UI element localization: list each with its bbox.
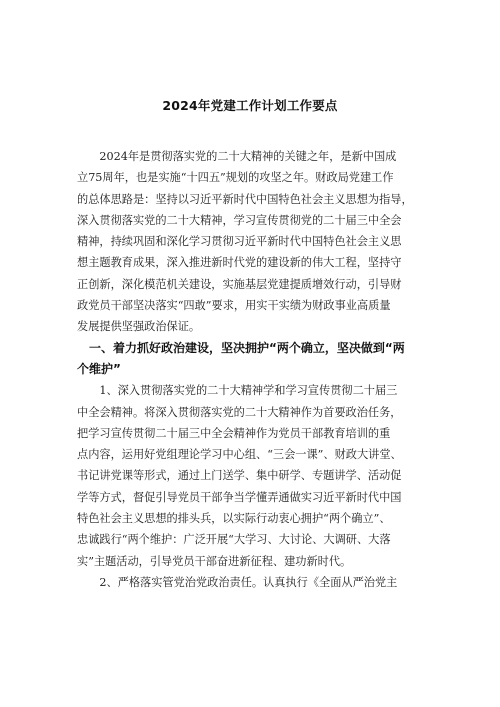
text-line: 2、严格落实管党治党政治责任。认真执行《全面从严治党主 <box>77 575 398 589</box>
text-line: 想主题教育成果，深入推进新时代党的建设新的伟大工程，坚持守 <box>77 256 402 270</box>
text-line: 中全会精神。将深入贯彻落实党的二十大精神作为首要政治任务， <box>77 405 402 419</box>
text-line: 2024年是贯彻落实党的二十大精神的关键之年，是新中国成 <box>77 150 397 163</box>
text-line: 精神，持续巩固和深化学习贯彻习近平新时代中国特色社会主义思 <box>77 235 402 249</box>
text-line: 立75周年，也是实施“十四五”规划的攻坚之年。财政局党建工作 <box>77 171 394 185</box>
text-line: 特色社会主义思想的排头兵，以实际行动衷心拥护“两个确立”、 <box>77 512 391 526</box>
section-heading-line: 一、着力抓好政治建设，坚决拥护“两个确立，坚决做到“两 <box>77 340 405 355</box>
text-line: 实”主题活动，引导党员干部奋进新征程、建功新时代。 <box>77 554 352 568</box>
text-line: 1、深入贯彻落实党的二十大精神学和学习宣传贯彻二十届三 <box>77 384 398 398</box>
text-line: 忠诚践行“两个维护：广泛开展“大学习、大讨论、大调研、大落 <box>77 533 391 547</box>
text-line: 深入贯彻落实党的二十大精神，学习宣传贯彻党的二十届三中全会 <box>77 213 402 227</box>
text-line: 发展提供坚强政治保证。 <box>77 320 201 334</box>
text-line: 政党员干部坚决落实“四敢”要求，用实干实绩为财政事业高质量 <box>77 299 391 313</box>
text-line: 书记讲党课等形式，通过上门送学、集中研学、专题讲学、活动促 <box>77 469 402 483</box>
document-body <box>77 146 427 593</box>
section-heading-line: 个维护” <box>77 361 121 376</box>
text-line: 把学习宣传贯彻二十届三中全会精神作为党员干部教育培训的重 <box>77 426 391 440</box>
text-line: 正创新，深化模范机关建设，实施基层党建提质增效行动，引导财 <box>77 277 402 291</box>
text-line: 学等方式，督促引导党员干部争当学懂弄通做实习近平新时代中国 <box>77 490 402 504</box>
text-line: 点内容，运用好党组理论学习中心组、“三会一课”、财政大讲堂、 <box>77 448 402 462</box>
document-title: 2024年党建工作计划工作要点 <box>162 98 338 113</box>
text-line: 的总体思路是：坚持以习近平新时代中国特色社会主义思想为指导， <box>77 192 413 206</box>
